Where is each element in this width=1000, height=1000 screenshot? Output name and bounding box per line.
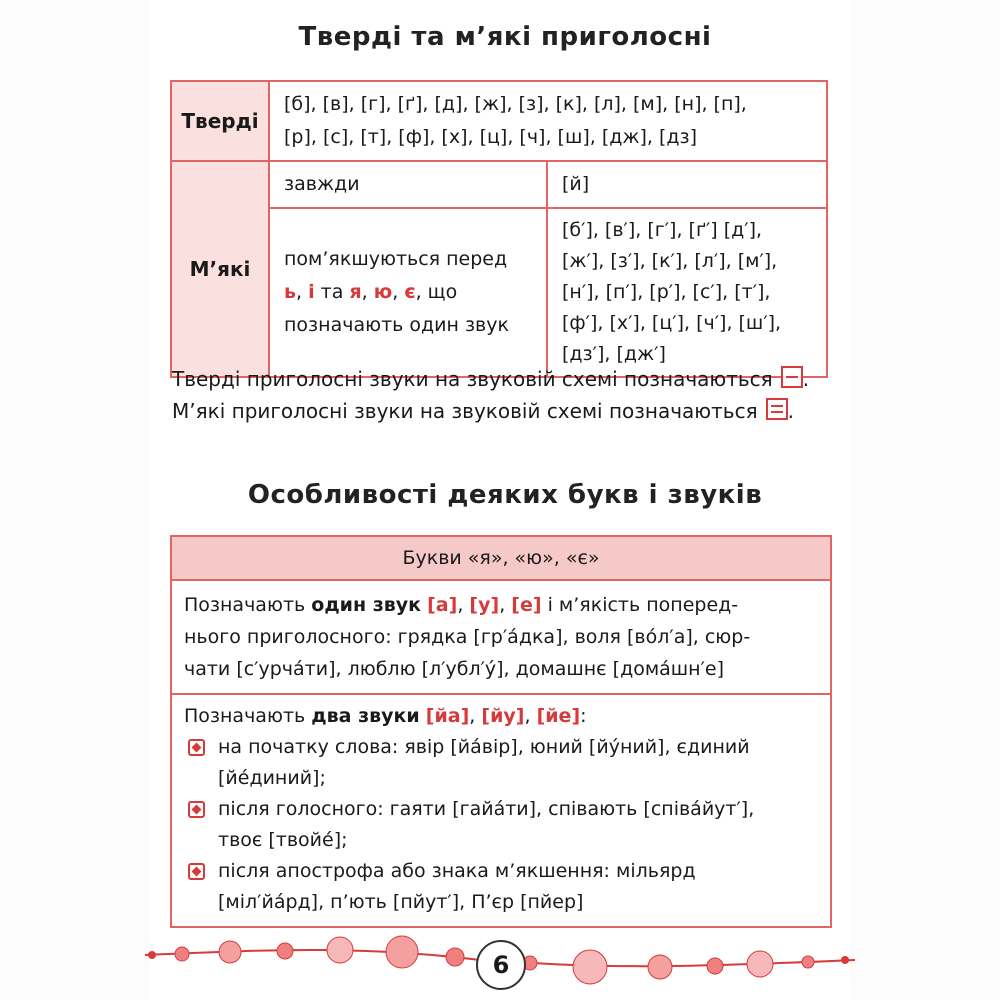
soften-rule-cell (269, 208, 547, 377)
always-label-cell (269, 161, 547, 208)
sound-a: [а] (427, 594, 458, 616)
vowel-ye-letter: є (404, 281, 416, 303)
letters-table (170, 535, 832, 928)
always-value-cell (547, 161, 827, 208)
always-value: [й] (562, 173, 590, 195)
sound-u: [у] (469, 594, 500, 616)
one-sound-row: Позначають один звук [а], [у], [е] і м’якість поперед- нього приголосного: грядка [гр′áдка], воля [вóл′а], сюр- чати [с′урчáти], люблю [л′убл′ý], домашнє [домáшн′е] (172, 581, 830, 695)
soft-sign-letter: ь (284, 281, 297, 303)
hard-note: Тверді приголосні звуки на звуковій схемі позначаються . (172, 367, 810, 391)
soft-row-label: М’які (171, 161, 269, 377)
soft-note-text: М’які приголосні звуки на звуковій схемі позначаються (172, 399, 758, 423)
vowel-ya-letter: я (349, 281, 362, 303)
soften-rule-line: пом’якшуються перед (284, 248, 508, 270)
soft-consonants-cell (547, 208, 827, 377)
page-number: 6 (476, 940, 526, 990)
sound-yu: [йу] (481, 705, 525, 727)
one-sound-intro: Позначають (184, 594, 306, 616)
list-item (184, 732, 818, 794)
sound-ye: [йе] (536, 705, 581, 727)
single-line-box-icon (781, 366, 803, 388)
one-sound-examples: нього приголосного: грядка [гр′áдка], воля [вóл′а], сюр- (184, 626, 751, 648)
list-item (184, 856, 818, 918)
soft-consonants-line: [б′], [в′], [г′], [ґ′] [д′], (562, 219, 763, 241)
list-item-line: на початку слова: явір [йáвір], юний [йýний], єдиний (218, 736, 750, 758)
hard-consonants-line: [б], [в], [г], [ґ], [д], [ж], [з], [к], [л], [м], [н], [п], (284, 93, 747, 115)
one-sound-bold: один звук (311, 594, 422, 616)
two-sounds-bold: два звуки (311, 705, 420, 727)
two-sounds-row: Позначають два звуки [йа], [йу], [йе]: на початку слова: явір [йáвір], юний [йýний], єдиний [йéдиний]; після голосного: гаяти [гайáти], співають [співáйут′], твоє [твойé]; після апострофа або знака м’якшення: мільярд [міл′йáрд], п’ють [пйут′], П’єр [пйер] (172, 695, 830, 926)
sound-ya: [йа] (425, 705, 470, 727)
hard-row-label: Тверді (171, 81, 269, 161)
soft-note: М’які приголосні звуки на звуковій схемі позначаються . (172, 399, 794, 423)
diamond-bullet-icon (188, 739, 205, 756)
list-item-line: після голосного: гаяти [гайáти], співають [співáйут′], (218, 798, 755, 820)
and-word: та (320, 281, 344, 303)
soft-consonants-line: [ф′], [х′], [ц′], [ч′], [ш′], (562, 312, 782, 334)
diamond-bullet-icon (188, 801, 205, 818)
list-item-line: твоє [твойé]; (218, 829, 348, 851)
diamond-bullet-icon (188, 863, 205, 880)
always-label: завжди (284, 173, 360, 195)
letters-table-header: Букви «я», «ю», «є» (172, 537, 830, 581)
list-item (184, 794, 818, 856)
list-item-line: [йéдиний]; (218, 767, 326, 789)
one-sound-rest: і м’якість поперед- (547, 594, 739, 616)
hard-note-text: Тверді приголосні звуки на звуковій схемі позначаються (172, 367, 773, 391)
two-sounds-intro: Позначають (184, 705, 306, 727)
soften-rule-letters: ь, і та я, ю, є, що (284, 281, 458, 303)
soft-consonants-line: [ж′], [з′], [к′], [л′], [м′], (562, 250, 778, 272)
that-word: що (427, 281, 458, 303)
sound-e: [е] (511, 594, 542, 616)
section-title-letters: Особливості деяких букв і звуків (247, 480, 763, 510)
double-line-box-icon (766, 398, 788, 420)
list-item-line: після апострофа або знака м’якшення: мільярд (218, 860, 696, 882)
soft-consonants-line: [дз′], [дж′] (562, 343, 666, 365)
soften-rule-line: позначають один звук (284, 314, 509, 336)
hard-consonants-cell (269, 81, 827, 161)
vowel-yu-letter: ю (373, 281, 393, 303)
soft-consonants-line: [н′], [п′], [р′], [с′], [т′], (562, 281, 771, 303)
consonants-table (170, 80, 828, 378)
hard-consonants-line: [р], [с], [т], [ф], [х], [ц], [ч], [ш], [дж], [дз] (284, 126, 698, 148)
list-item-line: [міл′йáрд], п’ють [пйут′], П’єр [пйер] (218, 891, 584, 913)
vowel-i-letter: і (308, 281, 315, 303)
section-title-consonants: Тверді та м’які приголосні (298, 22, 712, 52)
one-sound-examples: чати [с′урчáти], люблю [л′убл′ý], домашнє [домáшн′е] (184, 658, 725, 680)
